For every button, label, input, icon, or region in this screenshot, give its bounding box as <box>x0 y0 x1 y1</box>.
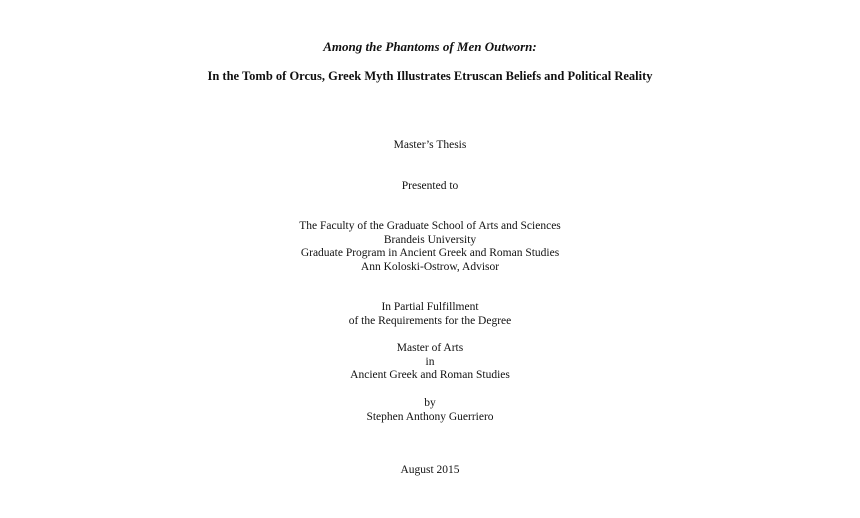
thesis-title: Among the Phantoms of Men Outworn: <box>323 39 537 54</box>
degree-field: Ancient Greek and Roman Studies <box>350 369 510 381</box>
degree-name: Master of Arts <box>396 342 464 354</box>
fulfillment-block <box>0 301 860 328</box>
author-by: by <box>424 397 436 409</box>
thesis-type: Master’s Thesis <box>393 139 467 151</box>
advisor-name: Ann Koloski-Ostrow, Advisor <box>360 260 500 273</box>
university-name: Brandeis University <box>383 233 477 246</box>
author-block <box>0 397 860 424</box>
degree-in: in <box>425 355 435 368</box>
faculty-block <box>0 220 860 274</box>
author-name: Stephen Anthony Guerriero <box>366 410 494 423</box>
fulfillment-line-1: In Partial Fulfillment <box>381 301 479 313</box>
graduate-program: Graduate Program in Ancient Greek and Roman Studies <box>300 247 560 259</box>
thesis-date: August 2015 <box>400 464 460 476</box>
fulfillment-line-2: of the Requirements for the Degree <box>348 314 512 327</box>
presented-to-label: Presented to <box>401 180 459 192</box>
degree-block <box>0 342 860 383</box>
thesis-subtitle: In the Tomb of Orcus, Greek Myth Illustrates Etruscan Beliefs and Political Reality <box>207 69 653 83</box>
faculty-school: The Faculty of the Graduate School of Arts and Sciences <box>299 220 561 232</box>
